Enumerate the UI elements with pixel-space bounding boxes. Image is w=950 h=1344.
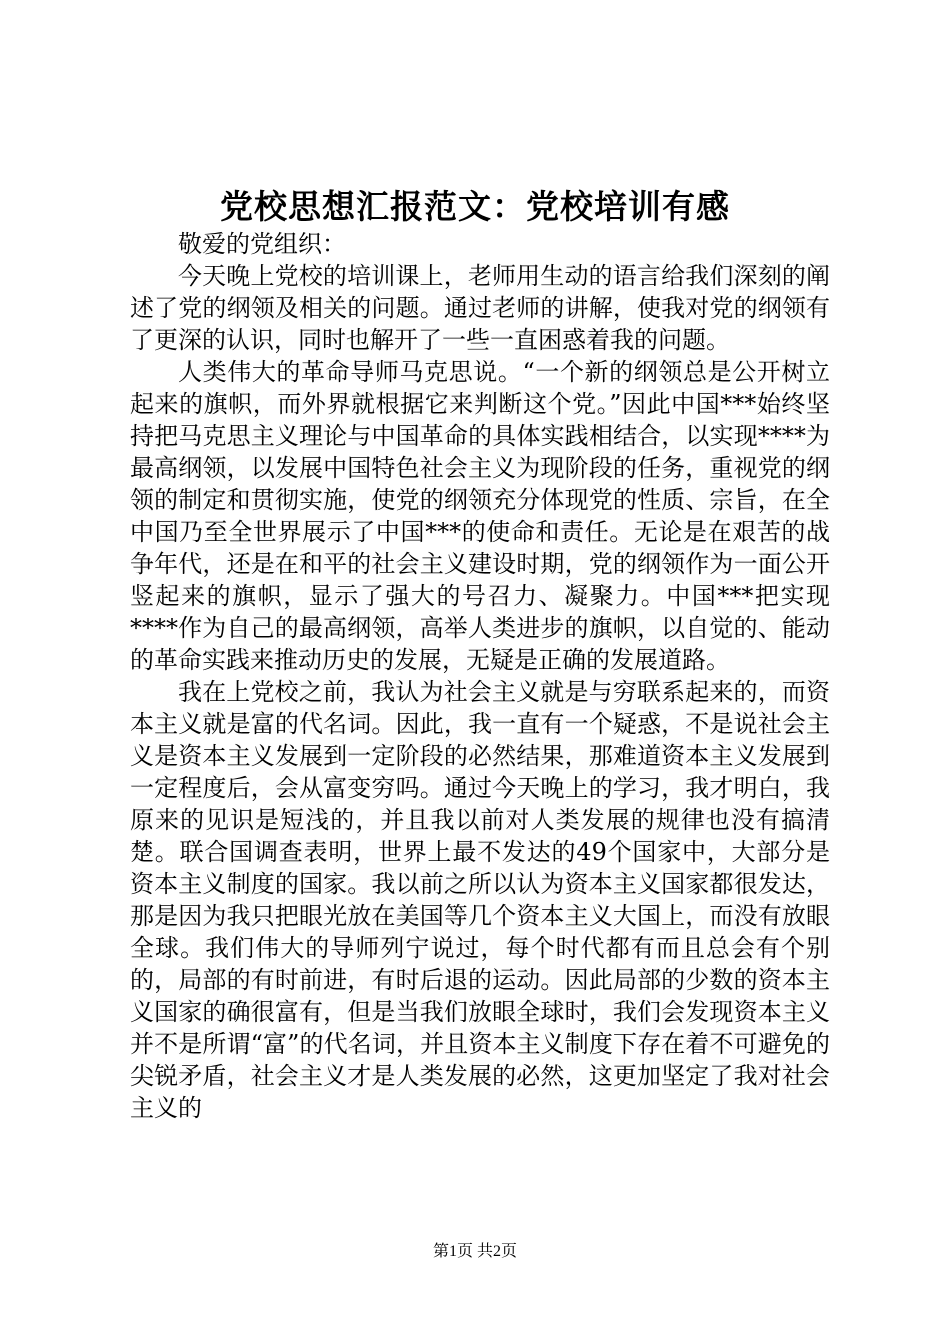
page-number-footer: 第1页 共2页 (432, 1243, 517, 1260)
salutation: 敬爱的党组织： (178, 230, 346, 258)
paragraph-3: 我在上党校之前，我认为社会主义就是与穷联系起来的，而资本主义就是富的代名词。因此，我一直有一个疑惑，不是说社会主义是资本主义发展到一定阶段的必然结果，那难道资本主义发展到一定程度后，会从富变穷吗。通过今天晚上的学习，我才明白，我原来的见识是短浅的，并且我以前对人类发展的规律也没有搞清楚。联合国调查表明，世界上最不发达的49个国家中，大部分是资本主义制度的国家。我以前之所以认为资本主义国家都很发达，那是因为我只把眼光放在美国等几个资本主义大国上，而没有放眼全球。我们伟大的导师列宁说过，每个时代都有而且总会有个别的，局部的有时前进，有时后退的运动。因此局部的少数的资本主义国家的确很富有，但是当我们放眼全球时，我们会发现资本主义并不是所谓“富”的代名词，并且资本主义制度下存在着不可避免的尖锐矛盾，社会主义才是人类发展的必然，这更加坚定了我对社会主义的 (130, 678, 830, 1122)
paragraph-1: 今天晚上党校的培训课上，老师用生动的语言给我们深刻的阐述了党的纲领及相关的问题。通过老师的讲解，使我对党的纲领有了更深的认识，同时也解开了一些一直困惑着我的问题。 (130, 262, 830, 354)
document-title: 党校思想汇报范文：党校培训有感 (220, 187, 730, 226)
document-body (130, 228, 830, 1124)
paragraph-2: 人类伟大的革命导师马克思说。“一个新的纲领总是公开树立起来的旗帜，而外界就根据它来判断这个党。”因此中国***始终坚持把马克思主义理论与中国革命的具体实践相结合，以实现****为最高纲领，以发展中国特色社会主义为现阶段的任务，重视党的纲领的制定和贯彻实施，使党的纲领充分体现党的性质、宗旨，在全中国乃至全世界展示了中国***的使命和责任。无论是在艰苦的战争年代，还是在和平的社会主义建设时期，党的纲领作为一面公开竖起来的旗帜，显示了强大的号召力、凝聚力。中国***把实现****作为自己的最高纲领，高举人类进步的旗帜，以自觉的、能动的革命实践来推动历史的发展，无疑是正确的发展道路。 (130, 358, 830, 674)
